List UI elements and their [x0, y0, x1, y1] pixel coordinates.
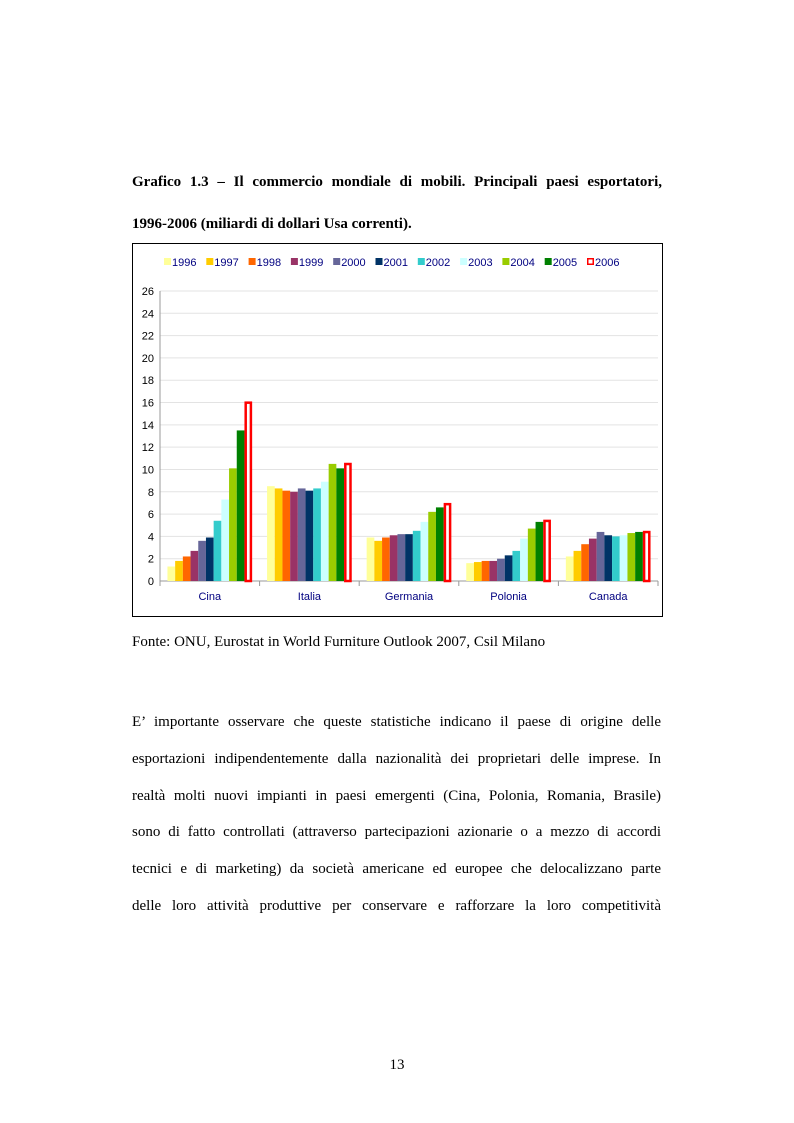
- bar-2001-germania: [405, 534, 413, 581]
- bar-2006-cina: [246, 403, 251, 581]
- bar-1997-polonia: [474, 562, 482, 581]
- y-tick-label: 12: [141, 442, 154, 455]
- bar-2004-polonia: [528, 529, 536, 581]
- bar-2000-germania: [397, 534, 405, 581]
- bar-1996-germania: [367, 538, 375, 582]
- legend-swatch: [545, 258, 552, 265]
- bar-1999-polonia: [489, 561, 497, 581]
- legend-label: 2000: [341, 257, 366, 269]
- x-category-label: Germania: [384, 591, 434, 603]
- figure-caption-line-2: [132, 203, 662, 245]
- caption-text-1: Grafico 1.3 – Il commercio mondiale di mobili. Principali paesi esportatori,: [132, 174, 662, 190]
- y-tick-label: 16: [141, 397, 154, 410]
- bar-1997-cina: [175, 561, 183, 581]
- bar-2002-cina: [214, 521, 222, 581]
- bar-2002-germania: [413, 531, 421, 581]
- legend-label: 2004: [510, 257, 535, 269]
- y-tick-label: 20: [141, 352, 154, 365]
- body-line: tecnici e di marketing) da società americane ed europee che delocalizzano parte: [132, 861, 661, 878]
- bar-2005-germania: [436, 507, 444, 581]
- x-category-label: Italia: [297, 591, 322, 603]
- legend-swatch: [376, 258, 383, 265]
- y-tick-label: 10: [141, 464, 154, 477]
- y-tick-label: 26: [141, 286, 154, 298]
- figure-caption-line-1: [132, 161, 662, 203]
- y-tick-label: 8: [147, 486, 154, 499]
- bar-chart: [132, 243, 663, 617]
- legend-swatch: [460, 258, 467, 265]
- caption-text-2: 1996-2006 (miliardi di dollari Usa correnti).: [132, 216, 412, 232]
- bar-1999-germania: [390, 535, 398, 581]
- bar-2005-cina: [237, 430, 245, 581]
- bar-1999-cina: [191, 551, 199, 581]
- y-tick-label: 18: [141, 375, 154, 388]
- legend-label: 2002: [425, 257, 451, 269]
- bar-2003-cina: [221, 500, 229, 581]
- bar-2000-polonia: [497, 559, 505, 581]
- bar-2004-italia: [329, 464, 337, 581]
- bar-1998-canada: [581, 544, 589, 581]
- body-line: E’ importante osservare che queste statistiche indicano il paese di origine delle: [132, 714, 661, 730]
- y-tick-label: 14: [141, 419, 154, 432]
- legend-swatch: [164, 258, 171, 265]
- bar-2001-polonia: [505, 555, 513, 581]
- bar-1998-cina: [183, 556, 191, 581]
- bar-2004-germania: [428, 512, 436, 581]
- bar-1998-germania: [382, 538, 390, 582]
- bar-1998-italia: [282, 491, 290, 581]
- bar-2005-canada: [635, 532, 643, 581]
- body-line: esportazioni indipendentemente dalla nazionalità dei proprietari delle imprese. In: [132, 750, 661, 767]
- legend-label: 2006: [595, 257, 620, 269]
- x-category-label: Canada: [588, 591, 628, 603]
- body-line: sono di fatto controllati (attraverso partecipazioni azionarie o a mezzo di accordi: [132, 824, 661, 841]
- bar-2002-polonia: [512, 551, 520, 581]
- legend-label: 2001: [383, 257, 408, 269]
- chart-canvas: [133, 244, 664, 618]
- legend-label: 2003: [468, 257, 493, 269]
- page-number: 13: [389, 1057, 405, 1073]
- bar-1997-italia: [275, 488, 283, 581]
- figure-source: Fonte: ONU, Eurostat in World Furniture Outlook 2007, Csil Milano: [132, 634, 546, 650]
- x-category-label: Cina: [198, 591, 222, 603]
- bar-2003-italia: [321, 482, 329, 581]
- legend-label: 2005: [552, 257, 578, 269]
- body-line: delle loro attività produttive per conservare e rafforzare la loro competitività: [132, 897, 661, 914]
- bar-1996-cina: [167, 567, 175, 582]
- bar-2002-canada: [612, 536, 620, 581]
- body-paragraph: [132, 704, 661, 925]
- y-tick-label: 4: [147, 531, 154, 544]
- bar-2001-cina: [206, 538, 214, 582]
- legend-swatch: [418, 258, 425, 265]
- bar-2006-italia: [345, 464, 350, 581]
- bar-1996-polonia: [466, 563, 474, 581]
- bar-1997-germania: [374, 541, 382, 581]
- bar-2006-canada: [644, 532, 649, 581]
- bar-2004-cina: [229, 468, 237, 581]
- bar-2002-italia: [313, 488, 321, 581]
- legend-swatch: [249, 258, 256, 265]
- legend-swatch: [333, 258, 340, 265]
- bar-2005-italia: [336, 468, 344, 581]
- bar-1998-polonia: [482, 561, 490, 581]
- y-tick-label: 24: [141, 308, 154, 321]
- x-category-label: Polonia: [490, 591, 527, 603]
- bar-2006-polonia: [545, 521, 550, 581]
- y-tick-label: 0: [147, 576, 154, 588]
- bar-1999-canada: [589, 539, 597, 581]
- bar-1999-italia: [290, 492, 298, 581]
- bar-2000-cina: [198, 541, 206, 581]
- legend-label: 1999: [298, 257, 324, 269]
- bar-2003-polonia: [520, 539, 528, 581]
- y-tick-label: 6: [147, 509, 154, 522]
- bar-2003-canada: [620, 535, 628, 581]
- legend-label: 1996: [172, 257, 197, 269]
- legend-swatch: [588, 259, 594, 265]
- bar-1996-italia: [267, 486, 275, 581]
- bar-2005-polonia: [536, 522, 544, 581]
- bar-2000-canada: [597, 532, 605, 581]
- legend-swatch: [291, 258, 298, 265]
- y-tick-label: 2: [147, 553, 154, 566]
- bar-2004-canada: [627, 533, 635, 581]
- bar-1996-canada: [566, 556, 574, 581]
- legend-label: 1997: [214, 257, 239, 269]
- bar-2006-germania: [445, 504, 450, 581]
- legend-swatch: [502, 258, 509, 265]
- bar-2001-canada: [604, 535, 612, 581]
- bar-2000-italia: [298, 488, 306, 581]
- bar-2003-germania: [421, 522, 429, 581]
- bar-2001-italia: [306, 491, 314, 581]
- legend-swatch: [206, 258, 213, 265]
- legend-label: 1998: [256, 257, 282, 269]
- y-tick-label: 22: [141, 330, 154, 343]
- bar-1997-canada: [574, 551, 582, 581]
- body-line: realtà molti nuovi impianti in paesi emergenti (Cina, Polonia, Romania, Brasile): [132, 787, 661, 804]
